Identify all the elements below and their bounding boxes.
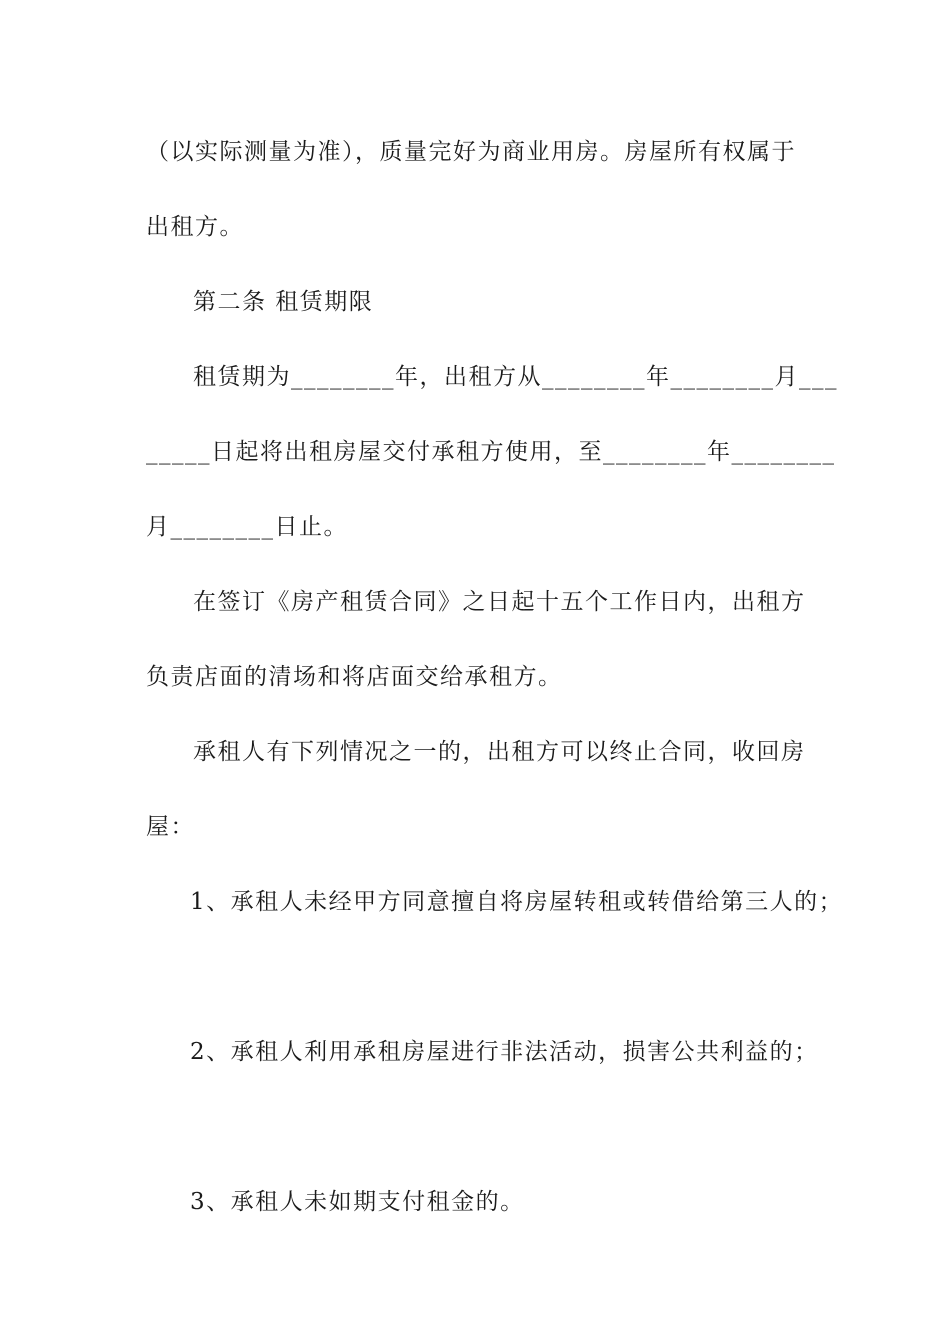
text-line-end-date: 月________日止。 xyxy=(146,514,348,540)
list-item-illegal-activity: 2、承租人利用承租房屋进行非法活动，损害公共利益的； xyxy=(190,1039,819,1065)
text-line-termination-conditions: 承租人有下列情况之一的，出租方可以终止合同，收回房 xyxy=(193,739,806,765)
text-line-location-quality: （以实际测量为准），质量完好为商业用房。房屋所有权属于 xyxy=(146,139,796,165)
text-line-delivery-date: _____日起将出租房屋交付承租方使用，至________年________ xyxy=(146,439,836,465)
text-line-termination-conditions-cont: 屋： xyxy=(146,814,195,840)
article-heading-lease-term: 第二条 租赁期限 xyxy=(193,289,374,315)
list-item-unpaid-rent: 3、承租人未如期支付租金的。 xyxy=(190,1189,525,1215)
text-line-handover: 负责店面的清场和将店面交给承租方。 xyxy=(146,664,563,690)
list-item-sublet: 1、承租人未经甲方同意擅自将房屋转租或转借给第三人的； xyxy=(190,889,844,915)
text-line-owner: 出租方。 xyxy=(146,214,244,240)
text-line-clearance: 在签订《房产租赁合同》之日起十五个工作日内，出租方 xyxy=(193,589,806,615)
text-line-lease-period: 租赁期为________年，出租方从________年________月___ xyxy=(193,364,838,390)
